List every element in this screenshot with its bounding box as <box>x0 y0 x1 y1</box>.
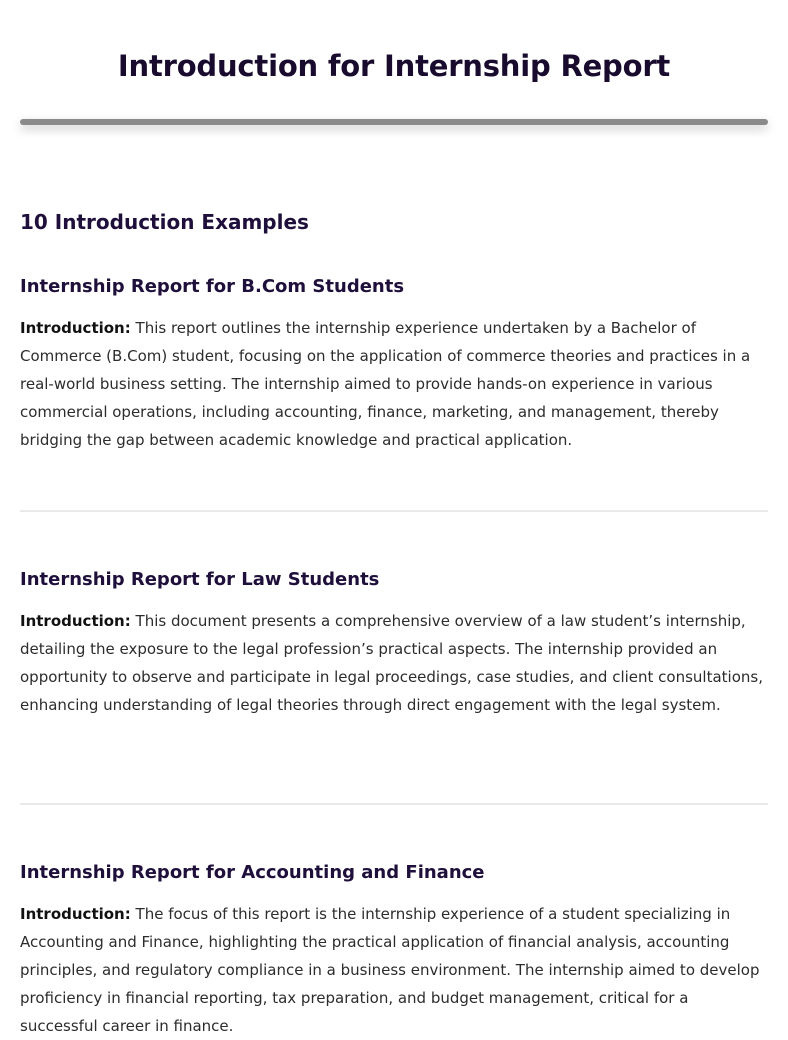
intro-text: This document presents a comprehensive overview of a law student’s internship, detailing the exposure to the legal profession’s practical aspects. The internship provided an opportunity to observe and participate in legal proceedings, case studies, and client consultations, enhancing understanding of legal theories through direct engagement with the legal system. <box>20 612 763 714</box>
intro-label: Introduction: <box>20 319 131 337</box>
section-accounting-finance <box>20 858 768 1040</box>
intro-label: Introduction: <box>20 612 131 630</box>
section-paragraph <box>20 314 768 454</box>
page-title: Introduction for Internship Report <box>117 49 671 83</box>
section-heading: Internship Report for Accounting and Finance <box>20 862 485 883</box>
section-divider <box>20 803 768 805</box>
section-heading: Internship Report for Law Students <box>20 569 380 590</box>
section-bcom <box>20 272 768 454</box>
section-divider <box>20 510 768 512</box>
intro-text: The focus of this report is the internship experience of a student specializing in Accounting and Finance, highlighting the practical application of financial analysis, accounting principles, and regulatory compliance in a business environment. The internship aimed to develop proficiency in financial reporting, tax preparation, and budget management, critical for a successful career in finance. <box>20 905 760 1035</box>
section-law <box>20 565 768 719</box>
section-paragraph <box>20 607 768 719</box>
section-heading: Internship Report for B.Com Students <box>20 276 405 297</box>
section-paragraph <box>20 900 768 1040</box>
intro-text: This report outlines the internship experience undertaken by a Bachelor of Commerce (B.Com) student, focusing on the application of commerce theories and practices in a real-world business setting. The internship aimed to provide hands-on experience in various commercial operations, including accounting, finance, marketing, and management, thereby bridging the gap between academic knowledge and practical application. <box>20 319 751 449</box>
title-underline-bar <box>20 119 768 125</box>
examples-heading: 10 Introduction Examples <box>20 210 309 234</box>
intro-label: Introduction: <box>20 905 131 923</box>
